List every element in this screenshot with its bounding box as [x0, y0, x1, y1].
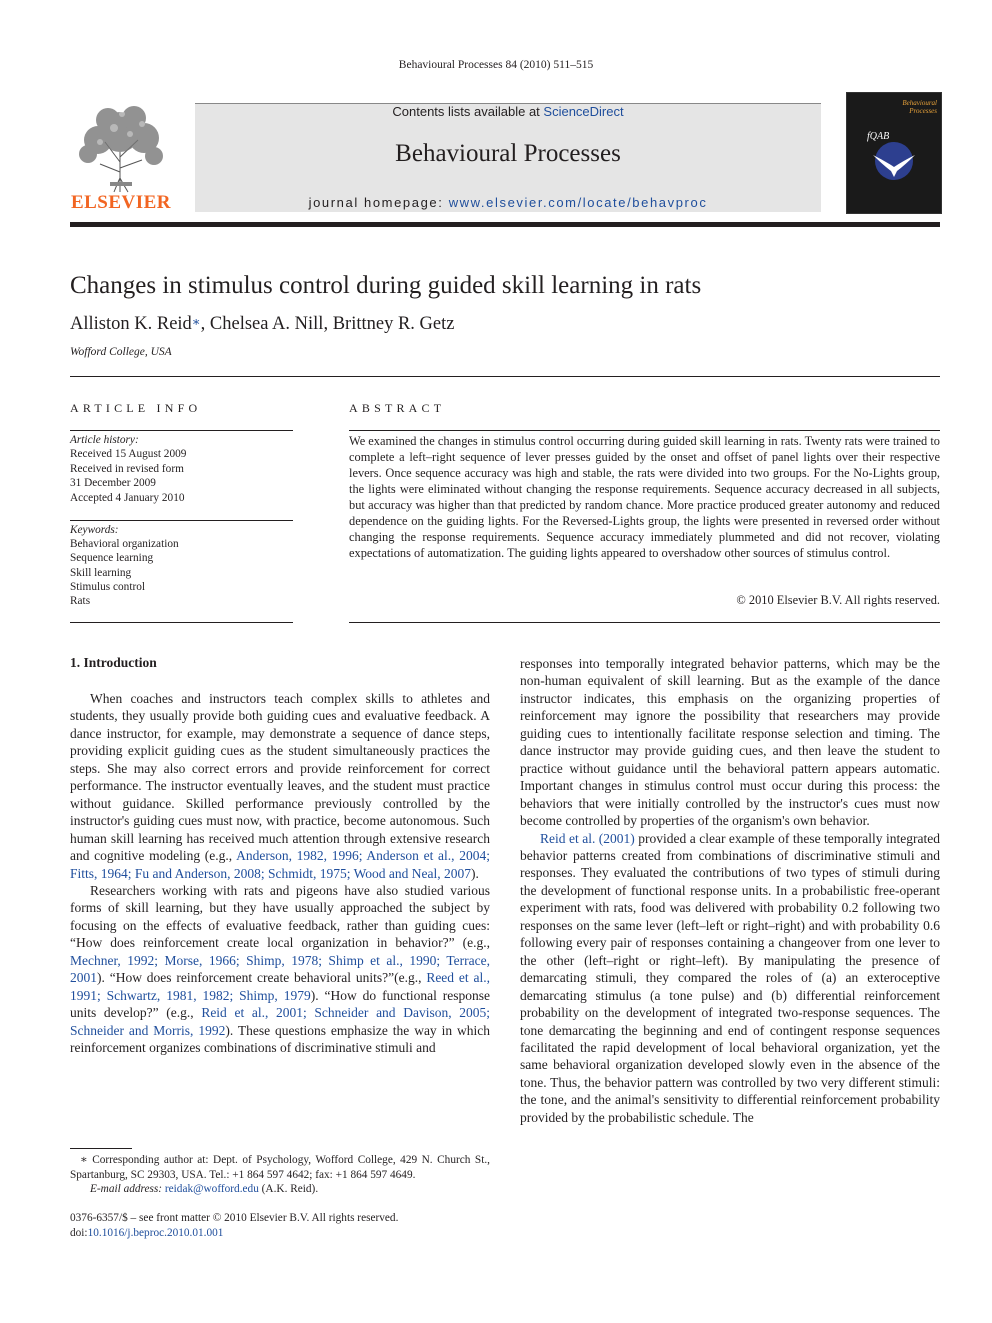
- paragraph-text: When coaches and instructors teach complex skills to athletes and students, they usually provide both guiding cues and evaluative feedback. A dance instructor, for example, may demonstrate a sequence of dance steps, providing explicit guiding cues as the student simultaneously practices the steps. She may also correct errors and provide reinforcement for correct performance. The instructor eventually leaves, and the student must practice without guidance. Skilled performance previously controlled by the instructor's guiding cues must now, with practice, become autonomous. Such human skill learning has received much attention through extensive research and cognitive modeling (e.g.,: [70, 691, 490, 864]
- citation-link[interactable]: Anderson, 1982, 1996; Anderson et al., 2004; Fitts, 1964; Fu and Anderson, 2008; Schmidt, 1975; Wood and Neal, 2007: [70, 848, 490, 881]
- citation-link[interactable]: Reid et al., 2001; Schneider and Davison, 2005; Schneider and Morris, 1992: [70, 1005, 490, 1038]
- keyword: Behavioral organization: [70, 538, 179, 551]
- journal-cover[interactable]: [846, 92, 942, 214]
- section-heading-introduction: 1. Introduction: [70, 655, 157, 670]
- keyword: Rats: [70, 595, 91, 608]
- keyword: Skill learning: [70, 566, 132, 579]
- article-title: Changes in stimulus control during guided skill learning in rats: [70, 272, 702, 299]
- history-label: Article history:: [70, 434, 139, 446]
- paragraph: [520, 830, 940, 1127]
- keywords: [70, 523, 293, 608]
- paragraph-text: ).: [471, 865, 479, 881]
- elsevier-logo[interactable]: [70, 102, 172, 214]
- journal-title-box: [195, 103, 821, 212]
- sciencedirect-link[interactable]: ScienceDirect: [543, 104, 624, 119]
- cover-title: Behavioural Processes: [902, 99, 937, 115]
- footnote-email-line: [70, 1182, 490, 1197]
- history-item: Accepted 4 January 2010: [70, 491, 185, 504]
- paragraph: responses into temporally integrated behavior patterns, which may be the non-human equivalent of skill learning. But as the example of the dance instructor indicates, this emphasis on the organizing properties of reinforcement may ignore the possibility that researchers may provide guiding cues to intentionally facilitate response selection and timing. The dance instructor may provide guiding cues, and then leave the student to practice without guidance until the behavioral pattern appears automatic. Important changes in stimulus control must occur during this process: the behaviors that were initially controlled by the instructor's cues must now become controlled by properties of the organism's own behavior.: [520, 656, 940, 829]
- doi-link[interactable]: 10.1016/j.beproc.2010.01.001: [87, 1226, 224, 1239]
- footnote-body: Corresponding author at: Dept. of Psychology, Wofford College, 429 N. Church St., Spartanburg, SC 29303, USA. Tel.: +1 864 597 4642; fax: +1 864 597 4649.: [70, 1154, 490, 1181]
- paragraph-text: ). “How do functional response units develop?” (e.g.,: [70, 987, 490, 1021]
- elsevier-wordmark: ELSEVIER: [70, 192, 172, 213]
- issn-line: 0376-6357/$ – see front matter © 2010 Elsevier B.V. All rights reserved.: [70, 1212, 399, 1224]
- tree-logo-icon: [70, 102, 172, 194]
- corresponding-author-marker[interactable]: ∗: [191, 314, 201, 329]
- author-1: Alliston K. Reid: [70, 314, 192, 334]
- footnote-rule: [70, 1148, 132, 1149]
- history-item: Received in revised form: [70, 462, 184, 475]
- contents-line: [195, 104, 821, 119]
- homepage-line: [195, 195, 821, 210]
- footnote-text: [70, 1153, 490, 1182]
- history-item: 31 December 2009: [70, 477, 156, 490]
- paragraph-text: provided a clear example of these temporally integrated behavior patterns created from combinations of discriminative stimuli and responses. They evaluated the contributions of two types of stimuli during the development of functional response units. In a probabilistic free-operant experiment with rats, food was delivered with probability 0.2 following two responses on the same lever (left–left or right–right) and with probability 0.6 following every pair of responses containing a changeover from one lever to the other (left–right or right–left). By manipulating the presence of demarcating stimuli, they compared the roles of (a) an exteroceptive demarcating stimulus (a tone pulse) and (b) differential reinforcement probability on the development of integrated two-response sequences. The tone demarcating the beginning and end of contingent response sequences facilitated the rapid development of local behavioral organization, yet the same behavioral organization developed slowly even in the absence of the tone. Thus, the behavior pattern was controlled by two very different stimuli: the tone, and the animal's sensitivity to differential reinforcement probability provided by the probabilistic schedule. The: [520, 830, 940, 1125]
- homepage-prefix: journal homepage:: [308, 195, 449, 210]
- divider: [70, 520, 293, 521]
- paragraph-text: ). These questions emphasize the way in which reinforcement organizes combinations of discriminative stimuli and: [70, 1022, 490, 1056]
- history-item: Received 15 August 2009: [70, 448, 187, 461]
- email-label: E-mail address:: [90, 1183, 165, 1195]
- paragraph: [70, 690, 490, 882]
- citation-link[interactable]: Mechner, 1992; Morse, 1966; Shimp, 1978; Shimp et al., 1990; Terrace, 2001: [70, 952, 490, 986]
- journal-name: Behavioural Processes: [395, 140, 621, 167]
- abstract-text: We examined the changes in stimulus control occurring during guided skill learning in rats. Twenty rats were trained to complete a left–right sequence of lever presses guided by the onset and offset of panel lights over their respective levers. Once sequence accuracy was high and stable, the rats were divided into two groups. For the No-Lights group, the lights were eliminated without changing the response requirements. Sequence accuracy decreased in all subjects, but accuracy was higher than that predicted by random chance. More practice produced greater autonomy and reduced dependence on the guiding lights. For the Reversed-Lights group, the lights were presented in reversed order without changing the response requirements. Sequence accuracy immediately plummeted and did not recover, violating expectations of automatization. The guiding lights appeared to overshadow other sources of stimulus control.: [349, 434, 940, 560]
- author-3: Brittney R. Getz: [332, 314, 455, 334]
- author-2: Chelsea A. Nill: [209, 314, 324, 334]
- body-column-right: [520, 655, 940, 1126]
- author-list: Alliston K. Reid∗, Chelsea A. Nill, Brittney R. Getz: [70, 314, 455, 334]
- article-info-heading: ARTICLE INFO: [70, 401, 202, 415]
- doi-label: doi:: [70, 1226, 88, 1239]
- divider: [70, 622, 293, 623]
- divider: [70, 430, 293, 431]
- email-suffix: (A.K. Reid).: [258, 1183, 319, 1195]
- paragraph-text: ). “How does reinforcement create behavioral units?”(e.g.,: [97, 970, 427, 986]
- header-rule: [70, 222, 940, 227]
- divider: [349, 430, 940, 431]
- divider: [349, 622, 940, 623]
- journal-header: [70, 92, 940, 214]
- article-history: [70, 433, 293, 505]
- homepage-link[interactable]: www.elsevier.com/locate/behavproc: [448, 195, 708, 210]
- keyword: Stimulus control: [70, 580, 146, 593]
- divider: [70, 376, 940, 377]
- abstract-copyright: © 2010 Elsevier B.V. All rights reserved.: [736, 593, 940, 607]
- citation-link[interactable]: Reed et al., 1991; Schwartz, 1981, 1982; Shimp, 1979: [70, 970, 490, 1003]
- cover-society: fQAB: [867, 131, 890, 142]
- contents-prefix: Contents lists available at: [392, 104, 544, 119]
- paragraph-text: Researchers working with rats and pigeons have also studied various forms of skill learning, but they have usually approached the subject by focusing on the effects of evaluative feedback, rather than guiding cues: “How does reinforcement create local organization in behavior?” (e.g.,: [70, 882, 490, 951]
- abstract-heading: ABSTRACT: [349, 401, 446, 415]
- doi-line: [70, 1226, 490, 1241]
- email-link[interactable]: reidak@wofford.edu: [164, 1183, 259, 1195]
- running-head: Behavioural Processes 84 (2010) 511–515: [398, 59, 594, 71]
- citation-link[interactable]: Reid et al. (2001): [540, 830, 635, 846]
- footnote: [70, 1153, 490, 1197]
- front-matter: [70, 1211, 490, 1240]
- keywords-label: Keywords:: [70, 524, 119, 536]
- paragraph: [70, 882, 490, 1057]
- footnote-marker: ∗: [80, 1154, 88, 1166]
- keyword: Sequence learning: [70, 552, 154, 565]
- body-column-left: [70, 690, 490, 1057]
- dove-emblem-icon: [867, 141, 921, 181]
- affiliation: Wofford College, USA: [70, 346, 172, 358]
